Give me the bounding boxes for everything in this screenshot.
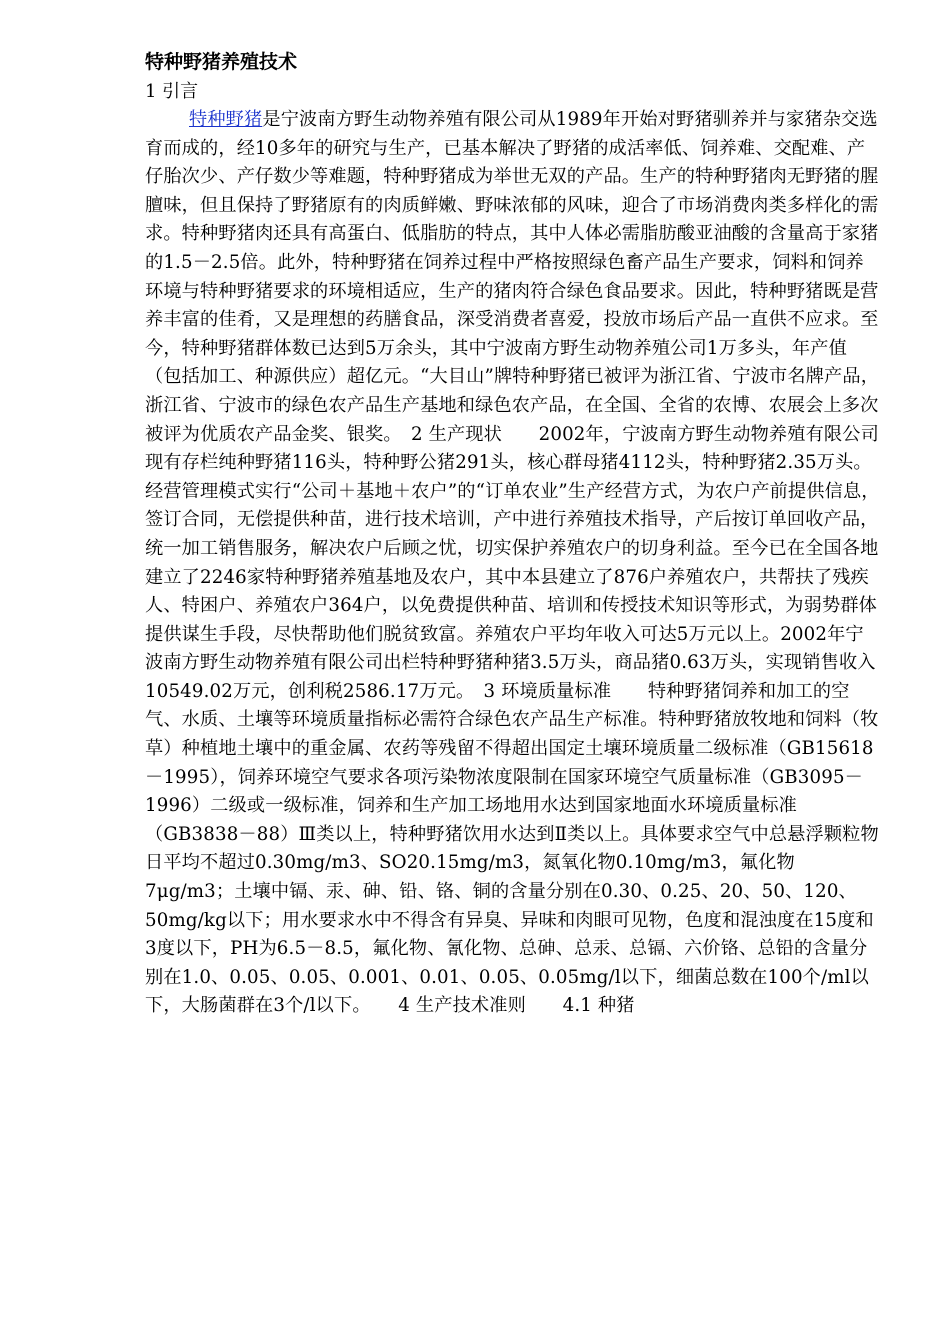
document-page	[145, 48, 880, 1021]
document-title: 特种野猪养殖技术	[145, 51, 298, 73]
intro-heading: 1 引言	[145, 81, 199, 102]
body-paragraph	[145, 106, 880, 1021]
body-text: 是宁波南方野生动物养殖有限公司从1989年开始对野猪驯养并与家猪杂交选育而成的，经10多年的研究与生产，已基本解决了野猪的成活率低、饲养难、交配难、产仔胎次少、产仔数少等难题，特种野猪成为举世无双的产品。生产的特种野猪肉无野猪的腥膻味，但且保持了野猪原有的肉质鲜嫩、野味浓郁的风味，迎合了市场消费肉类多样化的需求。特种野猪肉还具有高蛋白、低脂肪的特点，其中人体必需脂肪酸亚油酸的含量高于家猪的1.5－2.5倍。此外，特种野猪在饲养过程中严格按照绿色畜产品生产要求，饲料和饲养环境与特种野猪要求的环境相适应，生产的猪肉符合绿色食品要求。因此，特种野猪既是营养丰富的佳肴，又是理想的药膳食品，深受消费者喜爱，投放市场后产品一直供不应求。至今，特种野猪群体数已达到5万余头，其中宁波南方野生动物养殖公司1万多头，年产值（包括加工、种源供应）超亿元。“大目山”牌特种野猪已被评为浙江省、宁波市名牌产品，浙江省、宁波市的绿色农产品生产基地和绿色农产品，在全国、全省的农博、农展会上多次被评为优质农产品金奖、银奖。 2 生产现状 2002年，宁波南方野生动物养殖有限公司现有存栏纯种野猪116头，特种野公猪291头，核心群母猪4112头，特种野猪2.35万头。经营管理模式实行“公司＋基地＋农户”的“订单农业”生产经营方式，为农户产前提供信息，签订合同，无偿提供种苗，进行技术培训，产中进行养殖技术指导，产后按订单回收产品，统一加工销售服务，解决农户后顾之忧，切实保护养殖农户的切身利益。至今已在全国各地建立了2246家特种野猪养殖基地及农户，其中本县建立了876户养殖农户，共帮扶了残疾人、特困户、养殖农户364户，以免费提供种苗、培训和传授技术知识等形式，为弱势群体提供谋生手段，尽快帮助他们脱贫致富。养殖农户平均年收入可达5万元以上。2002年宁波南方野生动物养殖有限公司出栏特种野猪种猪3.5万头，商品猪0.63万头，实现销售收入10549.02万元，创利税2586.17万元。 3 环境质量标准 特种野猪饲养和加工的空气、水质、土壤等环境质量指标必需符合绿色农产品生产标准。特种野猪放牧地和饲料（牧草）种植地土壤中的重金属、农药等残留不得超出国定土壤环境质量二级标准（GB15618－1995），饲养环境空气要求各项污染物浓度限制在国家环境空气质量标准（GB3095－1996）二级或一级标准，饲养和生产加工场地用水达到国家地面水环境质量标准（GB3838－88）Ⅲ类以上，特种野猪饮用水达到Ⅱ类以上。具体要求空气中总悬浮颗粒物日平均不超过0.30mg/m3、SO20.15mg/m3，氮氧化物0.10mg/m3，氟化物7μg/m3；土壤中镉、汞、砷、铅、铬、铜的含量分别在0.30、0.25、20、50、120、50mg/kg以下；用水要求水中不得含有异臭、异味和肉眼可见物，色度和混浊度在15度和3度以下，PH为6.5－8.5，氟化物、氰化物、总砷、总汞、总镉、六价铬、总铅的含量分别在1.0、0.05、0.05、0.001、0.01、0.05、0.05mg/l以下，细菌总数在100个/ml以下，大肠菌群在3个/l以下。 4 生产技术准则 4.1 种猪	[145, 109, 880, 1017]
keyword-link[interactable]: 特种野猪	[189, 109, 263, 130]
